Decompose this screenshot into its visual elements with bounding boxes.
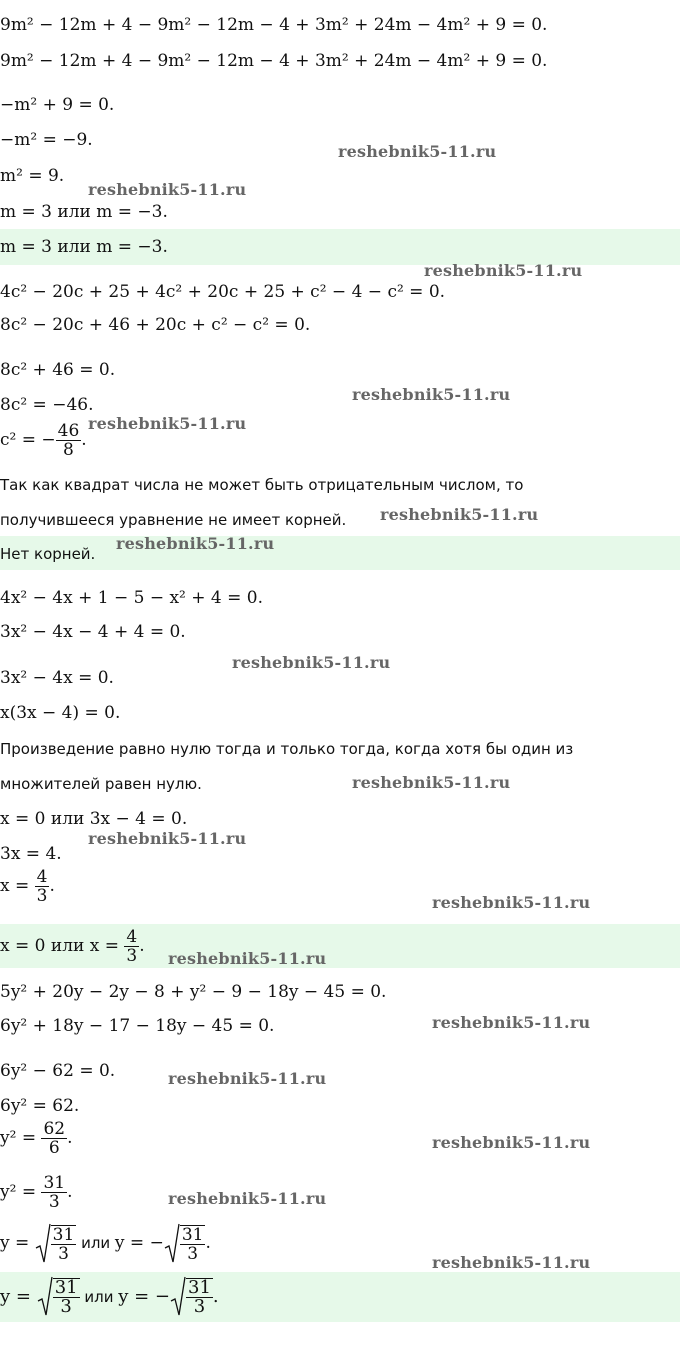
- equation-line-fraction: [0, 1118, 73, 1158]
- fraction: [124, 928, 139, 965]
- fraction-suffix: .: [49, 876, 55, 896]
- or-word: или: [79, 1288, 119, 1306]
- fraction: [186, 1278, 213, 1316]
- fraction-prefix: x =: [0, 876, 35, 896]
- fraction-numerator: 4: [36, 867, 48, 887]
- fraction-denominator: 3: [58, 1243, 69, 1264]
- fraction-numerator: 31: [54, 1277, 78, 1298]
- fraction: [180, 1225, 206, 1263]
- sqrt-symbol: [164, 1221, 180, 1267]
- fraction-suffix: .: [67, 1182, 73, 1202]
- fraction-prefix: c² = −: [0, 430, 56, 450]
- fraction-numerator: 62: [43, 1119, 66, 1139]
- explanation-text: Произведение равно нулю тогда и только тогда, когда хотя бы один из: [0, 740, 574, 758]
- root-prefix: y =: [0, 1233, 35, 1253]
- fraction-denominator: 6: [48, 1138, 60, 1158]
- root-prefix-neg: y = −: [118, 1286, 171, 1307]
- explanation-text: получившееся уравнение не имеет корней.: [0, 511, 347, 529]
- equation-line-roots: [0, 1220, 211, 1267]
- fraction: [53, 1278, 80, 1316]
- equation-line: 6y² − 62 = 0.: [0, 1061, 116, 1081]
- equation-line: −m² = −9.: [0, 130, 93, 150]
- watermark: reshebnik5-11.ru: [352, 773, 511, 792]
- watermark: reshebnik5-11.ru: [432, 1253, 591, 1272]
- watermark: reshebnik5-11.ru: [88, 414, 247, 433]
- equation-line-fraction: [0, 866, 55, 906]
- equation-line: x = 0 или 3x − 4 = 0.: [0, 809, 188, 829]
- sqrt-symbol: [37, 1274, 53, 1320]
- watermark: reshebnik5-11.ru: [88, 829, 247, 848]
- equation-line: −m² + 9 = 0.: [0, 95, 115, 115]
- or-word: или: [76, 1234, 115, 1252]
- watermark: reshebnik5-11.ru: [168, 1069, 327, 1088]
- equation-line: 3x = 4.: [0, 844, 62, 864]
- fraction-denominator: 3: [60, 1296, 72, 1317]
- equation-line: m² = 9.: [0, 166, 65, 186]
- equation-line: 9m² − 12m + 4 − 9m² − 12m − 4 + 3m² + 24m − 4m² + 9 = 0.: [0, 15, 548, 35]
- watermark: reshebnik5-11.ru: [168, 949, 327, 968]
- equation-line: 8c² = −46.: [0, 395, 94, 415]
- equation-line: 4c² − 20c + 25 + 4c² + 20c + 25 + c² − 4 − c² = 0.: [0, 282, 446, 302]
- answer-text: [0, 1274, 219, 1320]
- root-prefix-neg: y = −: [114, 1233, 164, 1253]
- watermark: reshebnik5-11.ru: [424, 261, 583, 280]
- equation-line-cancelled: 9m² − 12m + 4 − 9m² − 12m − 4 + 3m² + 24m − 4m² + 9 = 0.: [0, 51, 548, 71]
- fraction-prefix: y² =: [0, 1128, 42, 1148]
- equation-line: 5y² + 20y − 2y − 8 + y² − 9 − 18y − 45 = 0.: [0, 982, 387, 1002]
- equation-line-fraction: [0, 420, 87, 460]
- fraction-suffix: .: [81, 430, 87, 450]
- fraction: [35, 868, 50, 905]
- answer-text: [0, 926, 145, 966]
- root-prefix: y =: [0, 1286, 37, 1307]
- fraction: [56, 422, 82, 459]
- answer-prefix: x = 0 или x =: [0, 936, 125, 956]
- answer-text: m = 3 или m = −3.: [0, 237, 168, 257]
- watermark: reshebnik5-11.ru: [88, 180, 247, 199]
- equation-line: m = 3 или m = −3.: [0, 202, 168, 222]
- equation-line: 8c² + 46 = 0.: [0, 360, 116, 380]
- fraction: [41, 1174, 67, 1211]
- equation-line-cancelled: 3x² − 4x − 4 + 4 = 0.: [0, 622, 186, 642]
- fraction: [51, 1225, 77, 1263]
- watermark: reshebnik5-11.ru: [432, 893, 591, 912]
- equation-line: 3x² − 4x = 0.: [0, 668, 114, 688]
- watermark: reshebnik5-11.ru: [380, 505, 539, 524]
- answer-text: Нет корней.: [0, 545, 96, 563]
- sqrt-symbol: [170, 1274, 186, 1320]
- equation-line: 4x² − 4x + 1 − 5 − x² + 4 = 0.: [0, 588, 264, 608]
- root-suffix: .: [205, 1233, 211, 1253]
- root-suffix: .: [212, 1286, 219, 1307]
- fraction-numerator: 31: [52, 1224, 75, 1245]
- fraction-numerator: 46: [57, 421, 80, 441]
- fraction-numerator: 31: [181, 1224, 204, 1245]
- watermark: reshebnik5-11.ru: [116, 534, 275, 553]
- equation-line-cancelled: 8c² − 20c + 46 + 20c + c² − c² = 0.: [0, 315, 311, 335]
- fraction-suffix: .: [67, 1128, 73, 1148]
- equation-line: 6y² = 62.: [0, 1096, 80, 1116]
- fraction-numerator: 4: [126, 927, 138, 947]
- fraction-denominator: 3: [48, 1192, 60, 1212]
- watermark: reshebnik5-11.ru: [432, 1133, 591, 1152]
- explanation-text: множителей равен нулю.: [0, 775, 202, 793]
- fraction-denominator: 3: [36, 886, 48, 906]
- fraction-prefix: y² =: [0, 1182, 42, 1202]
- watermark: reshebnik5-11.ru: [232, 653, 391, 672]
- answer-band-2: [0, 536, 680, 570]
- explanation-text: Так как квадрат числа не может быть отрицательным числом, то: [0, 476, 524, 494]
- fraction-denominator: 3: [193, 1296, 206, 1317]
- fraction-numerator: 31: [188, 1277, 211, 1298]
- equation-line-cancelled: 6y² + 18y − 17 − 18y − 45 = 0.: [0, 1016, 275, 1036]
- fraction-denominator: 8: [63, 440, 74, 460]
- fraction-denominator: 3: [126, 946, 138, 966]
- equation-line-fraction: [0, 1172, 73, 1212]
- sqrt-symbol: [35, 1221, 51, 1267]
- equation-line: x(3x − 4) = 0.: [0, 703, 121, 723]
- watermark: reshebnik5-11.ru: [168, 1189, 327, 1208]
- watermark: reshebnik5-11.ru: [432, 1013, 591, 1032]
- watermark: reshebnik5-11.ru: [352, 385, 511, 404]
- fraction: [41, 1120, 67, 1157]
- watermark: reshebnik5-11.ru: [338, 142, 497, 161]
- fraction-denominator: 3: [187, 1243, 199, 1264]
- fraction-suffix: .: [139, 936, 145, 956]
- fraction-numerator: 31: [43, 1173, 66, 1193]
